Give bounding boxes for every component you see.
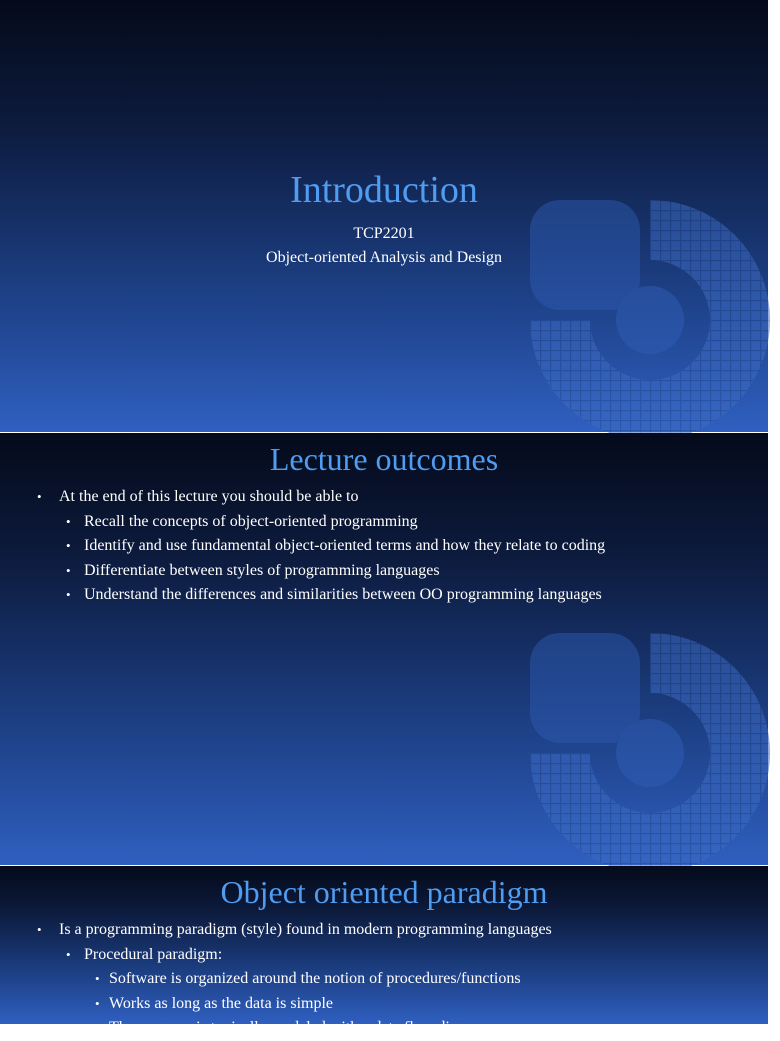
bullet-item [0,967,768,992]
slide-lecture-outcomes [0,433,768,865]
bullet-item [0,1016,768,1041]
bullet-item [0,918,768,943]
bullet-text: At the end of this lecture you should be able to [59,488,359,505]
bullet-text: Identify and use fundamental object-oriented terms and how they relate to coding [84,537,606,554]
bullet-list [0,485,768,608]
bullet-item [0,943,768,968]
slide-heading: Lecture outcomes [269,441,499,477]
bullet-icon: • [66,946,71,962]
bullet-icon: • [95,1020,100,1035]
bullet-item [0,534,768,559]
bullet-text: Is a programming paradigm (style) found in modern programming languages [59,921,552,938]
bullet-icon: • [95,971,100,986]
bullet-text: The program is typically modeled with a data flow diagram [109,1019,490,1036]
bullet-text: Procedural paradigm: [84,945,223,963]
bullet-icon: • [37,489,42,504]
bullet-item [0,510,768,535]
slide-title-text: Introduction [290,169,478,211]
bullet-item [0,583,768,608]
bullet-icon: • [66,587,71,602]
bullet-text: Recall the concepts of object-oriented programming [84,512,418,530]
bullet-list [0,918,768,1041]
bullet-icon: • [95,995,100,1011]
bullet-icon: • [66,538,71,553]
bullet-icon: • [66,562,71,578]
bullet-icon: • [66,513,71,529]
course-name: Object-oriented Analysis and Design [266,249,502,266]
slide-object-oriented-paradigm [0,866,768,1036]
logo-watermark-icon [520,623,780,883]
bullet-item [0,485,768,510]
bullet-item [0,559,768,584]
bullet-text: Understand the differences and similarities between OO programming languages [84,586,602,603]
bullet-icon: • [37,922,42,937]
slide-title [0,0,768,432]
slide-heading: Object oriented paradigm [220,874,548,910]
bullet-item [0,992,768,1017]
course-code: TCP2201 [353,225,415,242]
bullet-text: Differentiate between styles of programming languages [84,561,440,579]
bullet-text: Works as long as the data is simple [109,994,334,1012]
bullet-text: Software is organized around the notion of procedures/functions [109,970,521,987]
